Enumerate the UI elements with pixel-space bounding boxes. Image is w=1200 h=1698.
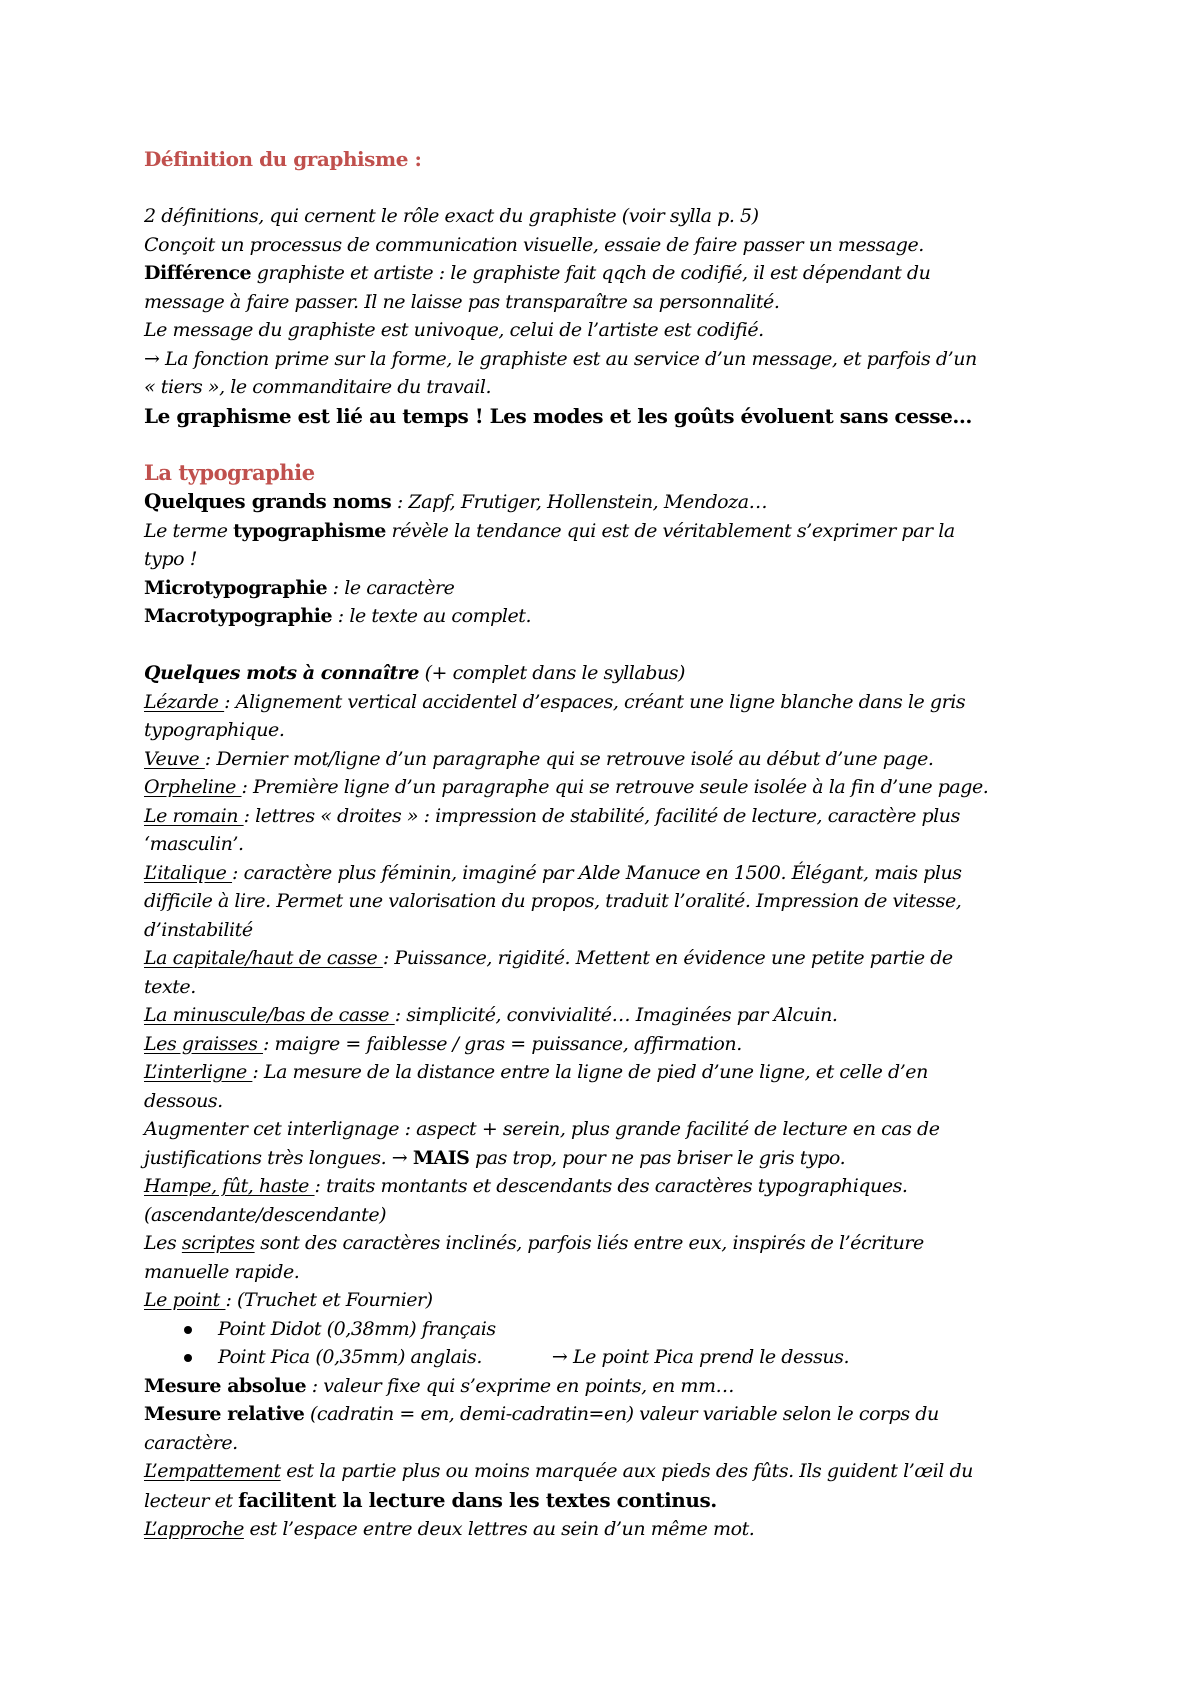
text-run: (+ complet dans le syllabus)	[418, 662, 686, 684]
heading-definition: Définition du graphisme :	[144, 147, 422, 171]
paragraph-line	[144, 574, 1064, 603]
definition-line: caractère.	[144, 1431, 238, 1454]
text-run: Le terme	[144, 519, 234, 542]
document-body	[144, 145, 1064, 1544]
paragraph-line: → La fonction prime sur la forme, le graphiste est au service d’un message, et parfois d’un	[144, 347, 977, 370]
definition-line: dessous.	[144, 1089, 223, 1112]
term-underlined: scriptes	[181, 1232, 255, 1254]
definition-line: typographique.	[144, 719, 285, 741]
text-run: (cadratin = em, demi-cadratin=en) valeur variable selon le corps du	[304, 1403, 939, 1425]
text-run: : Zapf, Frutiger, Hollenstein, Mendoza…	[391, 491, 768, 513]
text-run: → Le point Pica prend le dessus.	[551, 1346, 850, 1368]
definition-line: Augmenter cet interlignage : aspect + serein, plus grande facilité de lecture en cas de	[144, 1118, 940, 1140]
bullet-dot-icon	[184, 1326, 192, 1334]
definition-line: d’instabilité	[144, 918, 253, 941]
bold-term: Mesure relative	[144, 1403, 305, 1425]
text-run: : valeur fixe qui s’exprime en points, en mm…	[306, 1374, 735, 1397]
paragraph-line: « tiers », le commanditaire du travail.	[144, 376, 492, 398]
definition-line: texte.	[144, 975, 196, 998]
definition-line	[144, 1058, 1064, 1087]
definition-line	[144, 1286, 1064, 1315]
text-run: révèle la tendance qui est de véritablement s’exprimer par la	[385, 519, 955, 542]
paragraph-line	[144, 659, 1064, 688]
bold-term: Différence	[144, 262, 252, 284]
definition-line	[144, 1229, 1064, 1258]
paragraph-line: Le message du graphiste est univoque, celui de l’artiste est codifié.	[144, 319, 764, 341]
definition-line	[144, 1172, 1064, 1201]
definition-line	[144, 688, 1064, 717]
definition-line	[144, 1372, 1064, 1401]
definition-line	[144, 1515, 1064, 1544]
definition-line	[144, 944, 1064, 973]
paragraph-line	[144, 602, 1064, 631]
text-run: : (Truchet et Fournier)	[225, 1289, 433, 1311]
text-run: : La mesure de la distance entre la ligne de pied d’une ligne, et celle d’en	[252, 1061, 928, 1083]
text-run: graphiste et artiste : le graphiste fait qqch de codifié, il est dépendant du	[251, 262, 931, 284]
bold-term: MAIS	[412, 1146, 470, 1169]
bullet-item	[144, 1315, 1064, 1344]
text-run: Les	[144, 1232, 182, 1254]
term-underlined: Hampe, fût, haste	[144, 1175, 315, 1197]
paragraph-line: typo !	[144, 548, 197, 570]
definition-line	[144, 1486, 1064, 1516]
bold-term: Macrotypographie	[144, 605, 333, 627]
text-run: est l’espace entre deux lettres au sein d’un même mot.	[243, 1518, 755, 1540]
term-underlined: L’empattement	[144, 1460, 281, 1482]
definition-line	[144, 773, 1064, 802]
bold-statement: Le graphisme est lié au temps ! Les modes et les goûts évoluent sans cesse…	[144, 403, 972, 428]
term-underlined: La capitale/haut de casse	[144, 947, 383, 969]
bold-term: Quelques grands noms	[144, 489, 392, 513]
definition-line: difficile à lire. Permet une valorisation du propos, traduit l’oralité. Impression de vitesse,	[144, 890, 962, 912]
text-run: : Dernier mot/ligne d’un paragraphe qui se retrouve isolé au début d’une page.	[204, 747, 934, 770]
definition-line	[144, 1030, 1064, 1059]
definition-line: (ascendante/descendante)	[144, 1203, 387, 1226]
paragraph-line	[144, 517, 1064, 546]
paragraph-line: Conçoit un processus de communication visuelle, essaie de faire passer un message.	[144, 233, 924, 256]
term-underlined: La minuscule/bas de casse	[144, 1004, 395, 1026]
bold-term: Mesure absolue	[144, 1374, 307, 1397]
text-run: justifications très longues. →	[144, 1146, 413, 1169]
text-run: : le texte au complet.	[332, 605, 532, 627]
text-run: Point Pica (0,35mm) anglais.	[218, 1346, 482, 1368]
text-run: : Alignement vertical accidentel d’espaces, créant une ligne blanche dans le gris	[224, 690, 966, 713]
text-run: est la partie plus ou moins marquée aux pieds des fûts. Ils guident l’œil du	[280, 1460, 973, 1482]
definition-line: manuelle rapide.	[144, 1260, 300, 1283]
text-run: : le caractère	[327, 576, 455, 599]
text-run: : Puissance, rigidité. Mettent en évidence une petite partie de	[382, 947, 953, 969]
text-run: : traits montants et descendants des caractères typographiques.	[314, 1175, 908, 1197]
bold-term: Quelques mots à connaître	[144, 662, 419, 684]
term-underlined: L’approche	[144, 1518, 244, 1540]
term-underlined: L’italique	[144, 861, 233, 884]
text-run: : maigre = faiblesse / gras = puissance, affirmation.	[263, 1032, 742, 1055]
blank-line	[144, 631, 1064, 660]
blank-line	[144, 430, 1064, 459]
definition-line	[144, 859, 1064, 888]
heading-typographie: La typographie	[144, 459, 315, 485]
text-run: : lettres « droites » : impression de stabilité, facilité de lecture, caractère plus	[243, 804, 960, 827]
term-underlined: Le point	[144, 1289, 226, 1311]
text-run: : caractère plus féminin, imaginé par Alde Manuce en 1500. Élégant, mais plus	[232, 861, 962, 884]
definition-line: ‘masculin’.	[144, 833, 244, 855]
bold-term: typographisme	[233, 519, 386, 542]
term-underlined: Les graisses	[144, 1032, 263, 1055]
text-run: Point Didot (0,38mm) français	[218, 1317, 496, 1340]
term-underlined: Orpheline	[144, 776, 242, 798]
text-run: : simplicité, convivialité… Imaginées par Alcuin.	[394, 1004, 838, 1026]
paragraph-line	[144, 487, 1064, 517]
definition-line	[144, 1457, 1064, 1486]
term-underlined: Le romain	[144, 804, 244, 827]
text-run: sont des caractères inclinés, parfois liés entre eux, inspirés de l’écriture	[254, 1232, 924, 1254]
term-underlined: Lézarde	[144, 690, 225, 713]
paragraph-line: 2 définitions, qui cernent le rôle exact du graphiste (voir sylla p. 5)	[144, 205, 759, 227]
term-underlined: L’interligne	[144, 1061, 253, 1083]
definition-line	[144, 802, 1064, 831]
blank-line	[144, 174, 1064, 203]
paragraph-line: message à faire passer. Il ne laisse pas transparaître sa personnalité.	[144, 290, 780, 313]
definition-line	[144, 745, 1064, 774]
paragraph-line	[144, 259, 1064, 288]
definition-line	[144, 1400, 1064, 1429]
bullet-dot-icon	[184, 1354, 192, 1362]
definition-line	[144, 1001, 1064, 1030]
definition-line	[144, 1144, 1064, 1173]
bold-term: facilitent la lecture dans les textes continus.	[238, 1487, 717, 1512]
bold-term: Microtypographie	[144, 576, 328, 599]
term-underlined: Veuve	[144, 747, 205, 770]
bullet-item	[144, 1343, 1064, 1372]
text-run: : Première ligne d’un paragraphe qui se retrouve seule isolée à la fin d’une page.	[241, 776, 989, 798]
text-run: pas trop, pour ne pas briser le gris typo.	[469, 1146, 846, 1169]
text-run: lecteur et	[144, 1489, 239, 1512]
